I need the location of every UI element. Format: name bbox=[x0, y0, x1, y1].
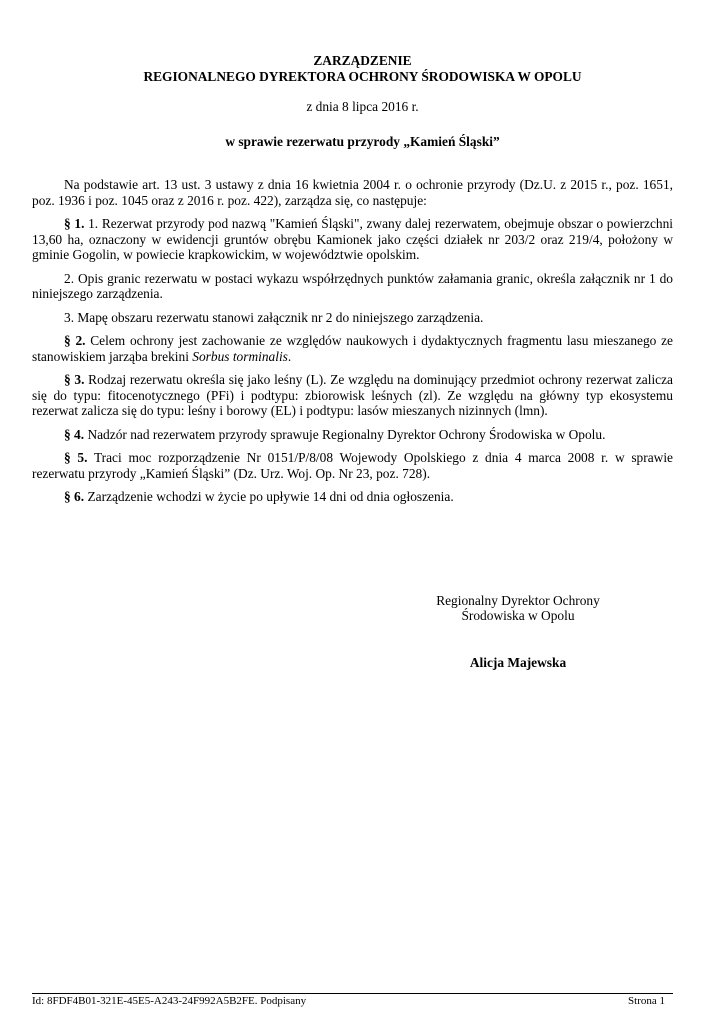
paragraph-1-point-1 bbox=[32, 216, 673, 263]
section-label: § 1. bbox=[64, 216, 85, 231]
footer-divider bbox=[32, 993, 673, 994]
paragraph-text: 2. Opis granic rezerwatu w postaci wykazu współrzędnych punktów załamania granic, określa załącznik nr 1 do niniejszego zarządzenia. bbox=[32, 270, 673, 301]
paragraph-text: Traci moc rozporządzenie Nr 0151/P/8/08 Wojewody Opolskiego z dnia 4 marca 2008 r. w sprawie rezerwatu przyrody „Kamień Śląski” (Dz. Urz. Woj. Op. Nr 23, poz. 728). bbox=[32, 450, 673, 481]
section-label: § 3. bbox=[64, 372, 85, 387]
paragraph-3 bbox=[32, 372, 673, 419]
issuer-title: REGIONALNEGO DYREKTORA OCHRONY ŚRODOWISKA W OPOLU bbox=[143, 69, 582, 84]
paragraph-4 bbox=[32, 427, 673, 443]
document-id: Id: 8FDF4B01-321E-45E5-A243-24F992A5B2FE. Podpisany bbox=[32, 995, 307, 1007]
signatory-name: Alicja Majewska bbox=[469, 655, 567, 670]
document-type-title: ZARZĄDZENIE bbox=[313, 53, 412, 68]
intro-paragraph: Na podstawie art. 13 ust. 3 ustawy z dnia 16 kwietnia 2004 r. o ochronie przyrody (Dz.U. z 2015 r., poz. 1651, poz. 1936 i poz. 1045 oraz z 2016 r. poz. 422), zarządza się, co następuje: bbox=[32, 177, 673, 208]
paragraph-text: Nadzór nad rezerwatem przyrody sprawuje Regionalny Dyrektor Ochrony Środowiska w Opolu. bbox=[84, 426, 606, 442]
paragraph-text: 3. Mapę obszaru rezerwatu stanowi załącznik nr 2 do niniejszego zarządzenia. bbox=[64, 309, 484, 325]
paragraph-text: Rodzaj rezerwatu określa się jako leśny (L). Ze względu na dominujący przedmiot ochrony rezerwat zalicza się do typu: fitocenotycznego (PFi) i podtypu: zbiorowisk leśnych (zl). Ze względu na główny typ ekosystemu rezerwat zalicza się do typu: leśny i borowy (EL) i podtypu: lasów mieszanych nizinnych (lmn). bbox=[32, 372, 674, 418]
page-number: Strona 1 bbox=[628, 995, 665, 1007]
paragraph-1-point-3 bbox=[32, 310, 673, 326]
document-date: z dnia 8 lipca 2016 r. bbox=[306, 99, 419, 114]
document-subject: w sprawie rezerwatu przyrody „Kamień Śląski” bbox=[225, 134, 500, 149]
signatory-title-line-2: Środowiska w Opolu bbox=[461, 608, 575, 623]
document-body bbox=[32, 177, 673, 513]
paragraph-1-point-2 bbox=[32, 271, 673, 302]
signatory-title-line-1: Regionalny Dyrektor Ochrony bbox=[436, 593, 600, 608]
paragraph-text: 1. Rezerwat przyrody pod nazwą "Kamień Śląski", zwany dalej rezerwatem, obejmuje obszar o powierzchni 13,60 ha, oznaczony w ewidencji gruntów obrębu Kamionek jako części działek nr 203/2 oraz 219/4, położony w gminie Gogolin, w powiecie krapkowickim, w województwie opolskim. bbox=[32, 216, 673, 262]
paragraph-2 bbox=[32, 333, 673, 364]
paragraph-6 bbox=[32, 489, 673, 505]
paragraph-tail: . bbox=[287, 348, 292, 364]
section-label: § 4. bbox=[64, 426, 85, 442]
section-label: § 5. bbox=[64, 450, 88, 465]
section-label: § 2. bbox=[64, 333, 86, 348]
paragraph-text: Celem ochrony jest zachowanie ze względów naukowych i dydaktycznych fragmentu lasu mieszanego ze stanowiskiem jarząba brekini bbox=[32, 333, 673, 364]
species-name: Sorbus torminalis bbox=[192, 348, 288, 364]
paragraph-text: Zarządzenie wchodzi w życie po upływie 14 dni od dnia ogłoszenia. bbox=[84, 489, 454, 504]
section-label: § 6. bbox=[64, 489, 85, 504]
paragraph-5 bbox=[32, 450, 673, 481]
